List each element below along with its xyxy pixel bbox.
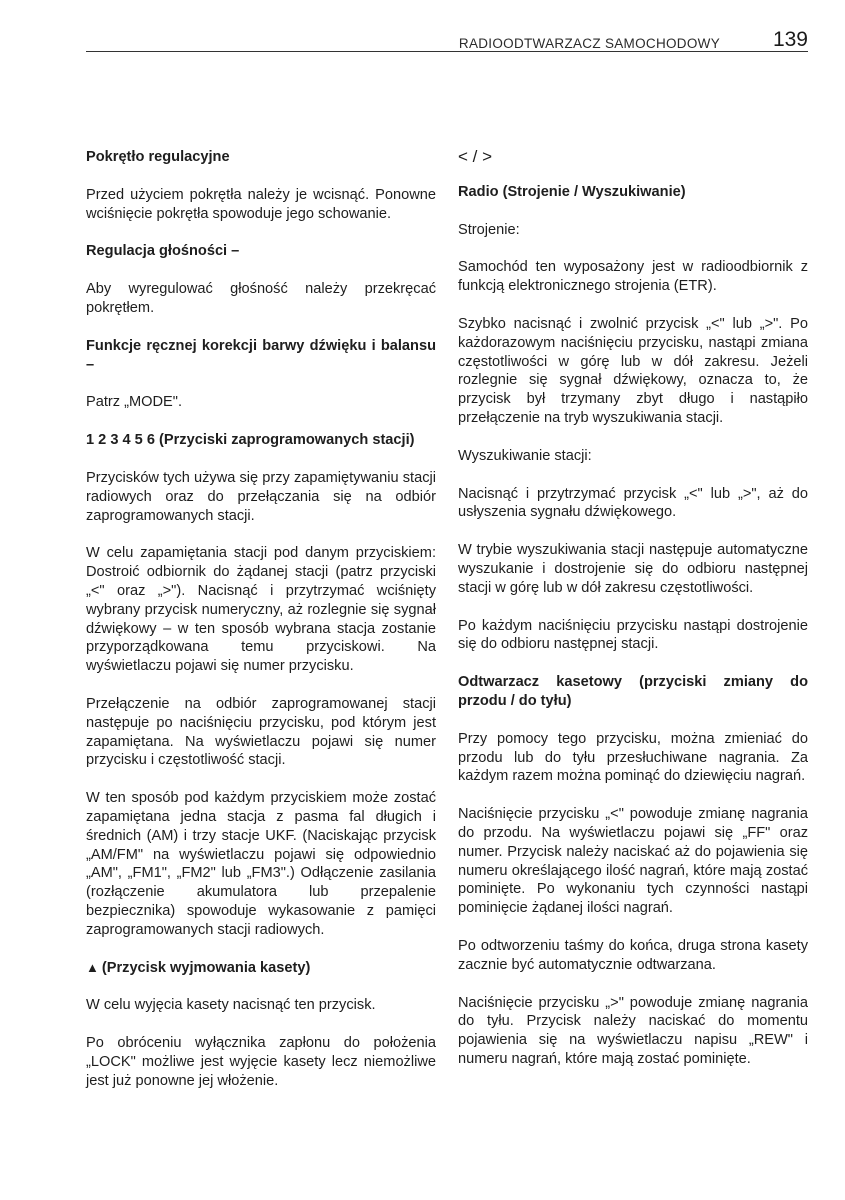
heading-cassette-player: Odtwarzacz kasetowy (przyciski zmiany do przodu / do tyłu): [458, 674, 808, 709]
paragraph: Szybko nacisnąć i zwolnić przycisk „<" lub „>". Po każdorazowym naciśnięciu przycisku, nastąpi zmiana częstotliwości w górę lub w dół zakresu. Jeżeli rozlegnie się sygnał dźwiękowy, oznacza to, że przycisk był trzymany zbyt długo i nastąpiło przełączenie na tryb wyszukiwania stacji.: [458, 315, 808, 426]
heading-tone-balance: Funkcje ręcznej korekcji barwy dźwięku i balansu –: [86, 337, 436, 373]
paragraph: Po każdym naciśnięciu przycisku nastąpi dostrojenie się do odbioru następnej stacji.: [458, 617, 808, 653]
paragraph: W celu zapamiętania stacji pod danym przyciskiem: Dostroić odbiornik do żądanej stacji (patrz przyciski „<" oraz „>"). Nacisnąć i przytrzymać wciśnięty wybrany przycisk numeryczny, aż rozlegnie się sygnał dźwiękowy – w ten sposób wybrana stacja zostanie przyporządkowana temu przyciskowi. Na wyświetlaczu pojawi się numer przycisku.: [86, 545, 436, 675]
left-column: [86, 148, 436, 1109]
paragraph: Aby wyregulować głośność należy przekręcać pokrętłem.: [86, 281, 436, 316]
paragraph: Naciśnięcie przycisku „>" powoduje zmianę nagrania do tyłu. Przycisk należy naciskać do momentu pojawienia się na wyświetlaczu napisu „REW" i numeru nagrań, które mają zostać pominięte.: [458, 994, 808, 1067]
paragraph: Samochód ten wyposażony jest w radioodbiornik z funkcją elektronicznego strojenia (ETR).: [458, 259, 808, 295]
page-number: 139: [772, 28, 808, 51]
heading-radio-tuning: Radio (Strojenie / Wyszukiwanie): [458, 183, 686, 200]
section-title: RADIOODTWARZACZ SAMOCHODOWY: [458, 36, 720, 51]
paragraph: Wyszukiwanie stacji:: [458, 447, 592, 464]
paragraph: W celu wyjęcia kasety nacisnąć ten przycisk.: [86, 997, 376, 1014]
eject-icon: ▲: [86, 959, 99, 975]
heading-adjust-knob: Pokrętło regulacyjne: [86, 149, 230, 165]
paragraph: Po odtworzeniu taśmy do końca, druga strona kasety zacznie być automatycznie odtwarzana.: [458, 937, 808, 973]
paragraph: W trybie wyszukiwania stacji następuje automatyczne wyszukanie i dostrojenie się do odbioru następnej stacji w górę lub w dół zakresu częstotliwości.: [458, 542, 808, 596]
header-divider: [86, 51, 808, 52]
paragraph: Przy pomocy tego przycisku, można zmieniać do przodu lub do tyłu przesłuchiwane nagrania. Za każdym razem można pominąć do dziewięciu nagrań.: [458, 730, 808, 785]
paragraph: Nacisnąć i przytrzymać przycisk „<" lub „>", aż do usłyszenia sygnału dźwiękowego.: [458, 485, 808, 521]
paragraph: Przed użyciem pokrętła należy je wcisnąć. Ponowne wciśnięcie pokrętła spowoduje jego schowanie.: [86, 186, 436, 222]
paragraph: Naciśnięcie przycisku „<" powoduje zmianę nagrania do przodu. Na wyświetlaczu pojawi się „FF" oraz numer. Przycisk należy naciskać aż do pojawienia się numeru określającego ilość nagrań, które mają zostać pominięte. Po wykonaniu tych czynności nastąpi pominięcie żądanej ilości nagrań.: [458, 806, 808, 917]
seek-buttons-symbol: < / >: [458, 147, 493, 166]
paragraph: Przycisków tych używa się przy zapamiętywaniu stacji radiowych oraz do przełączania się na odbiór zaprogramowanych stacji.: [86, 469, 436, 524]
right-column: [458, 148, 808, 1088]
paragraph: Przełączenie na odbiór zaprogramowanej stacji następuje po naciśnięciu przycisku, pod którym jest zapamiętana. Na wyświetlaczu pojawi się numer przycisku i częstotliwość stacji.: [86, 695, 436, 769]
paragraph: Po obróceniu wyłącznika zapłonu do położenia „LOCK" możliwe jest wyjęcie kasety lecz niemożliwe jest już ponowne jej włożenie.: [86, 1035, 436, 1089]
paragraph: W ten sposób pod każdym przyciskiem może zostać zapamiętana jedna stacja z pasma fal długich i średnich (AM) i trzy stacje UKF. (Naciskając przycisk „AM/FM" na wyświetlaczu pojawi się odpowiednio „AM", „FM1", „FM2" lub „FM3".) Odłączenie zasilania (rozłączenie akumulatora lub przepalenie bezpiecznika) spowoduje wykasowanie z pamięci zaprogramowanych stacji radiowych.: [86, 790, 436, 938]
heading-eject-label: (Przycisk wyjmowania kasety): [101, 959, 311, 976]
heading-preset-buttons: 1 2 3 4 5 6 (Przyciski zaprogramowanych stacji): [86, 432, 415, 449]
paragraph: Patrz „MODE".: [86, 394, 182, 411]
heading-eject-button: [86, 959, 436, 978]
page-header: [86, 28, 808, 52]
paragraph: Strojenie:: [458, 221, 520, 238]
heading-volume: Regulacja głośności –: [86, 243, 240, 260]
